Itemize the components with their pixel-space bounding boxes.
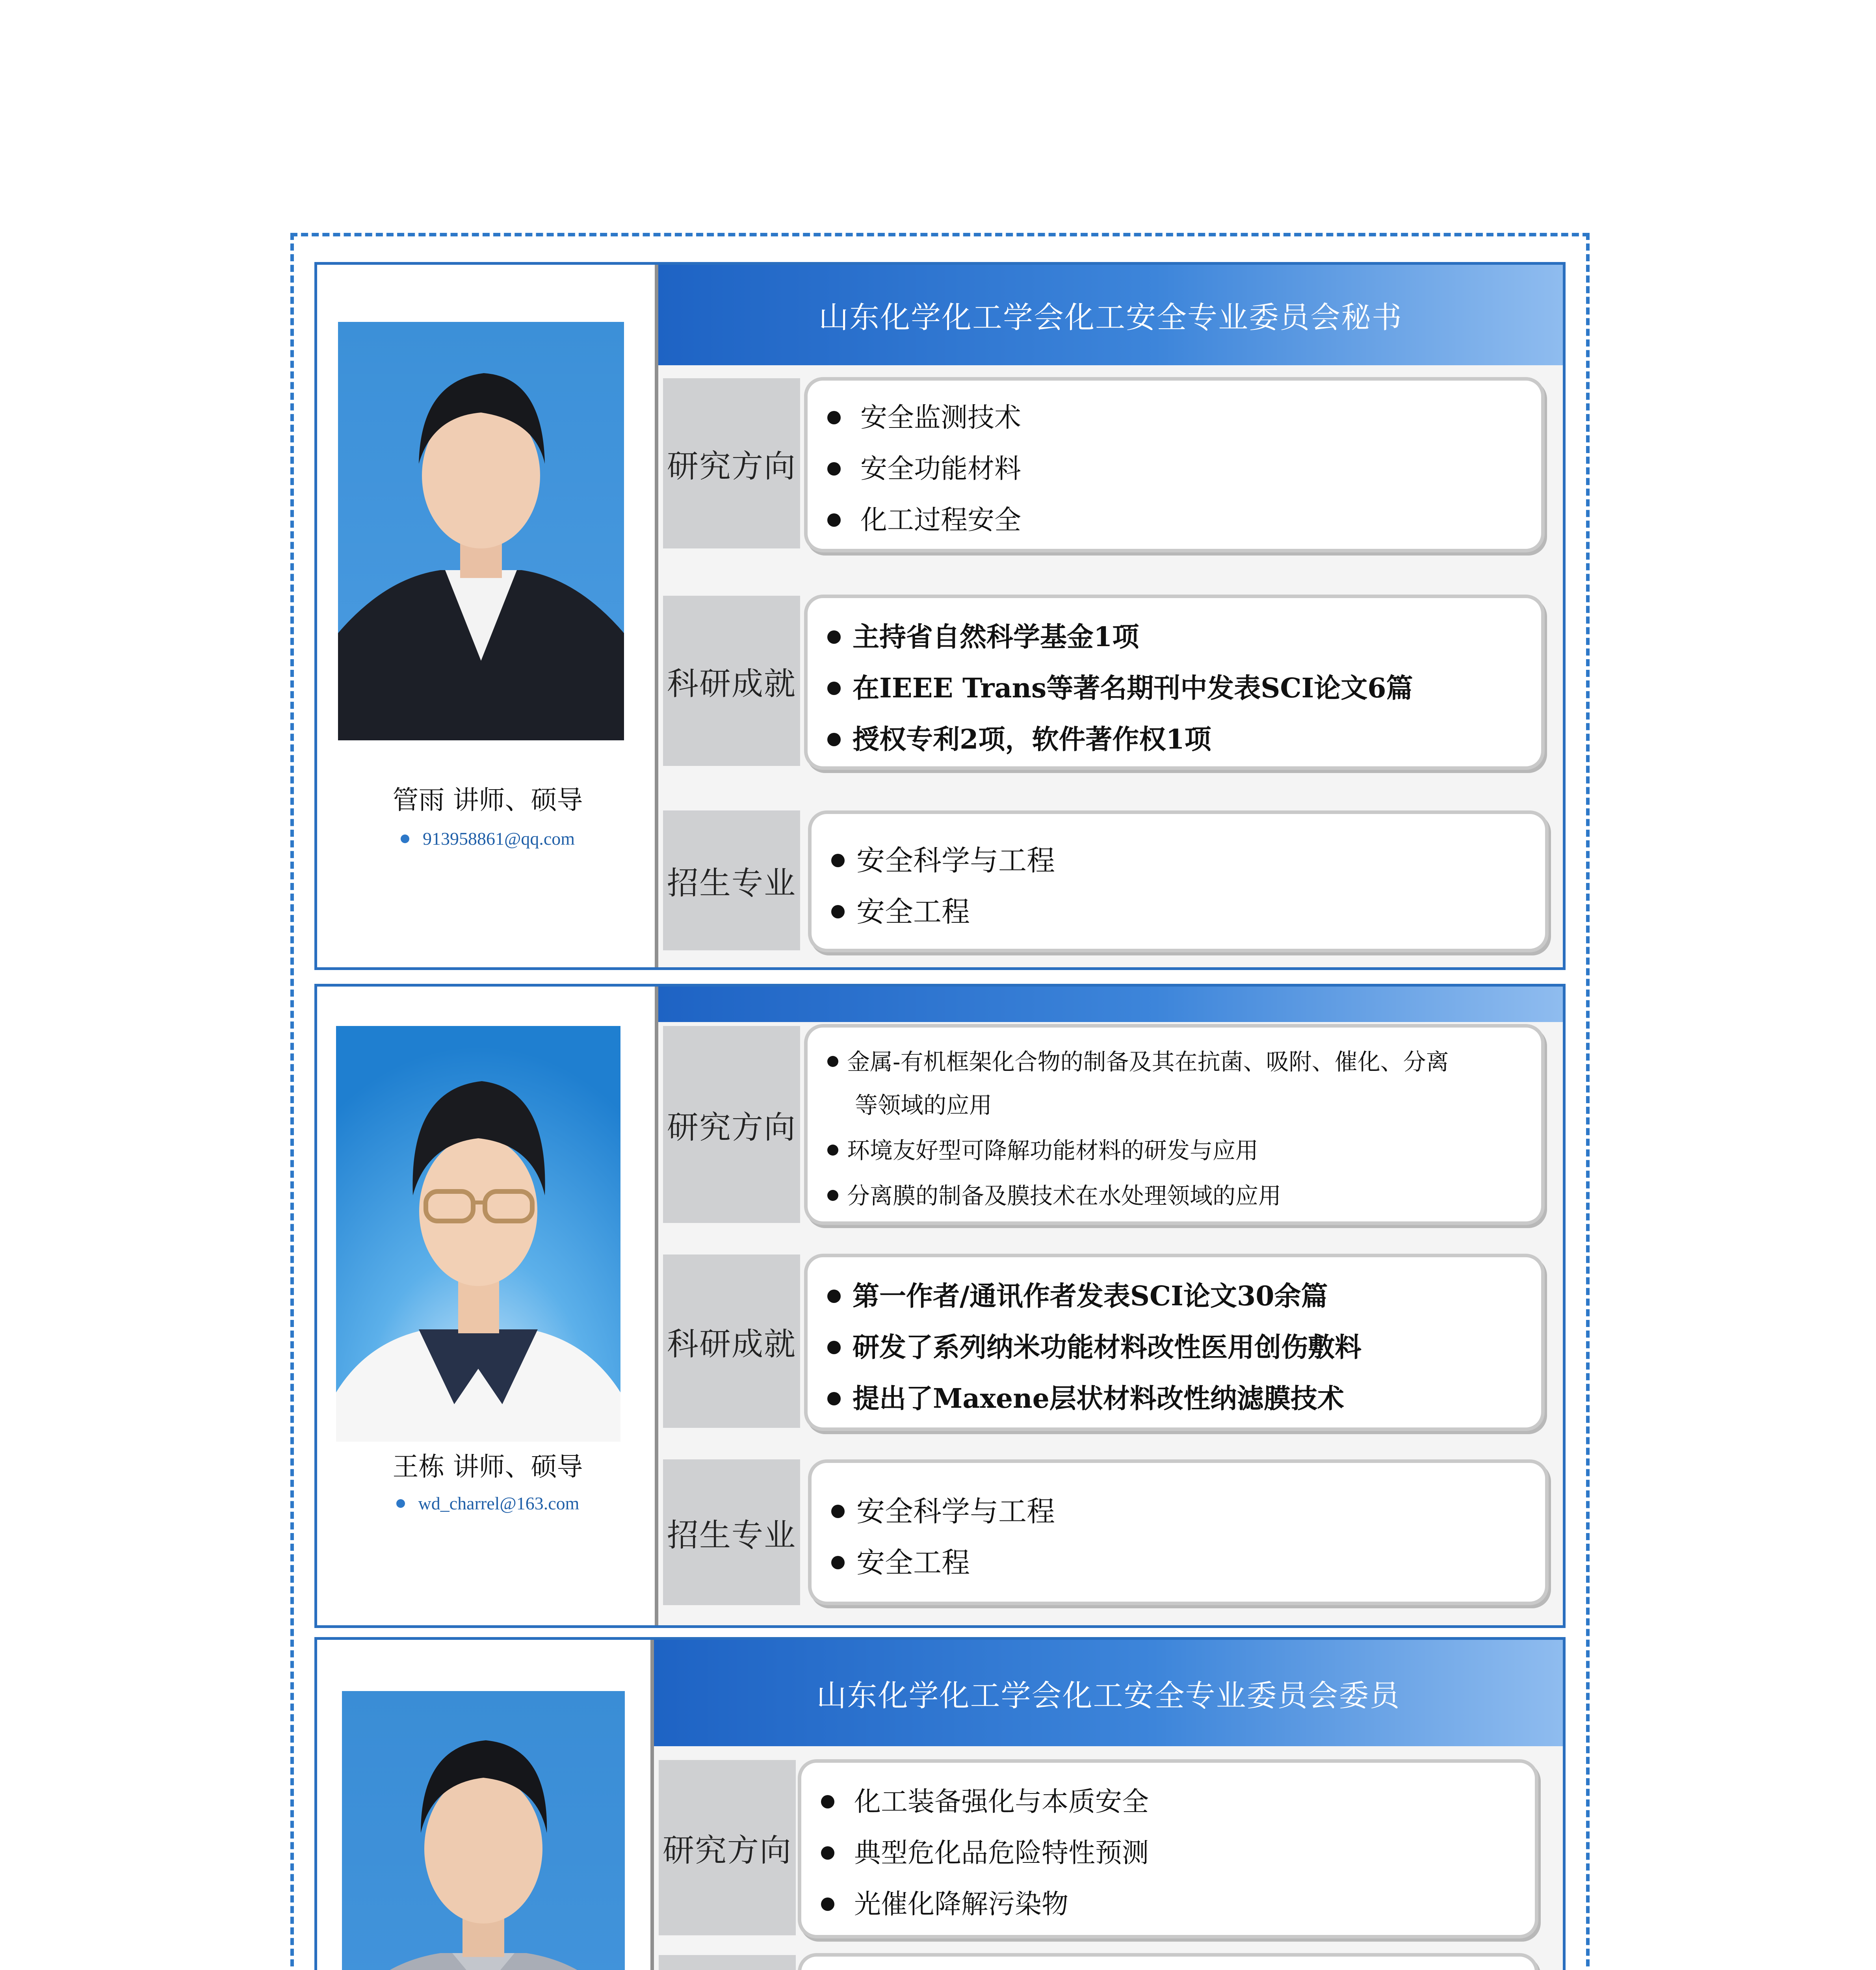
bullet-icon [827, 1056, 838, 1067]
list-item: 化工装备强化与本质安全 [821, 1780, 1149, 1819]
bullet-icon [821, 1846, 834, 1860]
bullet-icon [827, 630, 841, 644]
profile-photo [338, 322, 624, 740]
bullet-icon [821, 1898, 834, 1911]
profile-left-column [317, 265, 658, 967]
research-label: 研究方向 [663, 378, 800, 548]
bullet-icon [827, 1145, 838, 1156]
bullet-icon [821, 1795, 834, 1808]
bullet-icon [831, 1505, 845, 1518]
list-item: 安全科学与工程 [831, 838, 1055, 879]
list-item: 典型危化品危险特性预测 [821, 1832, 1149, 1870]
list-item: 主持省自然科学基金1项 [827, 616, 1139, 654]
profile-right-column [654, 1640, 1563, 1970]
profile-card-2 [314, 984, 1566, 1628]
enrollment-box [808, 1459, 1549, 1605]
email-bullet-icon [401, 834, 409, 843]
list-item: 光催化降解污染物 [821, 1883, 1068, 1921]
profile-photo [342, 1691, 625, 1970]
bullet-icon [831, 854, 845, 867]
profile-right-column [658, 265, 1563, 967]
research-label: 研究方向 [663, 1026, 800, 1223]
list-item: 安全科学与工程 [831, 1489, 1055, 1530]
bullet-icon [827, 1392, 841, 1405]
research-box [804, 1024, 1545, 1225]
enrollment-label: 招生专业 [663, 1459, 800, 1605]
profile-banner [658, 987, 1563, 1022]
email-bullet-icon [396, 1499, 405, 1508]
achievements-box [798, 1953, 1538, 1970]
bullet-icon [827, 1290, 841, 1303]
list-item: 化工过程安全 [827, 499, 1021, 537]
list-item: 安全监测技术 [827, 396, 1021, 435]
list-item: 安全工程 [831, 889, 970, 930]
bullet-icon [827, 513, 841, 527]
profile-email[interactable] [317, 828, 658, 849]
research-box [804, 377, 1545, 552]
list-item: 提出了Maxene层状材料改性纳滤膜技术 [827, 1377, 1344, 1416]
list-item: 在IEEE Trans等著名期刊中发表SCI论文6篇 [827, 667, 1413, 705]
email-text[interactable]: wd_charrel@163.com [418, 1493, 580, 1513]
bullet-icon [827, 1190, 838, 1201]
research-box [798, 1759, 1538, 1938]
achievements-label [659, 1955, 796, 1970]
bullet-icon [827, 411, 841, 424]
profile-left-column [317, 987, 658, 1625]
bullet-icon [831, 1556, 845, 1569]
profile-email[interactable] [317, 1493, 658, 1514]
list-item: 安全工程 [831, 1540, 970, 1581]
list-item: 第一作者/通讯作者发表SCI论文30余篇 [827, 1275, 1328, 1313]
list-item: 安全功能材料 [827, 448, 1021, 486]
list-item: 等领域的应用 [855, 1092, 992, 1119]
research-label: 研究方向 [659, 1760, 796, 1935]
list-item: 环境友好型可降解功能材料的研发与应用 [827, 1132, 1258, 1165]
list-item: 金属-有机框架化合物的制备及其在抗菌、吸附、催化、分离 [827, 1043, 1449, 1076]
profile-left-column [317, 1640, 654, 1970]
bullet-icon [827, 682, 841, 695]
profile-banner: 山东化学化工学会化工安全专业委员会秘书 [658, 265, 1563, 365]
profile-card-3 [314, 1637, 1566, 1970]
bullet-icon [827, 733, 841, 746]
list-item: 分离膜的制备及膜技术在水处理领域的应用 [827, 1177, 1281, 1210]
profile-card-1 [314, 262, 1566, 970]
achievements-label: 科研成就 [663, 1254, 800, 1428]
enrollment-label: 招生专业 [663, 810, 800, 950]
bullet-icon [827, 1341, 841, 1354]
list-item: 授权专利2项，软件著作权1项 [827, 718, 1211, 756]
achievements-box [804, 1254, 1545, 1431]
profile-banner: 山东化学化工学会化工安全专业委员会委员 [654, 1640, 1563, 1746]
profile-photo [336, 1026, 620, 1442]
bullet-icon [827, 462, 841, 476]
achievements-box [804, 595, 1545, 770]
email-text[interactable]: 913958861@qq.com [422, 829, 575, 849]
bullet-icon [831, 905, 845, 918]
enrollment-box [808, 810, 1549, 952]
profile-name: 王栋 讲师、硕导 [392, 1451, 583, 1482]
profile-name: 管雨 讲师、硕导 [392, 785, 583, 815]
profile-right-column [658, 987, 1563, 1625]
list-item: 研发了系列纳米功能材料改性医用创伤敷料 [827, 1326, 1361, 1364]
achievements-label: 科研成就 [663, 596, 800, 766]
